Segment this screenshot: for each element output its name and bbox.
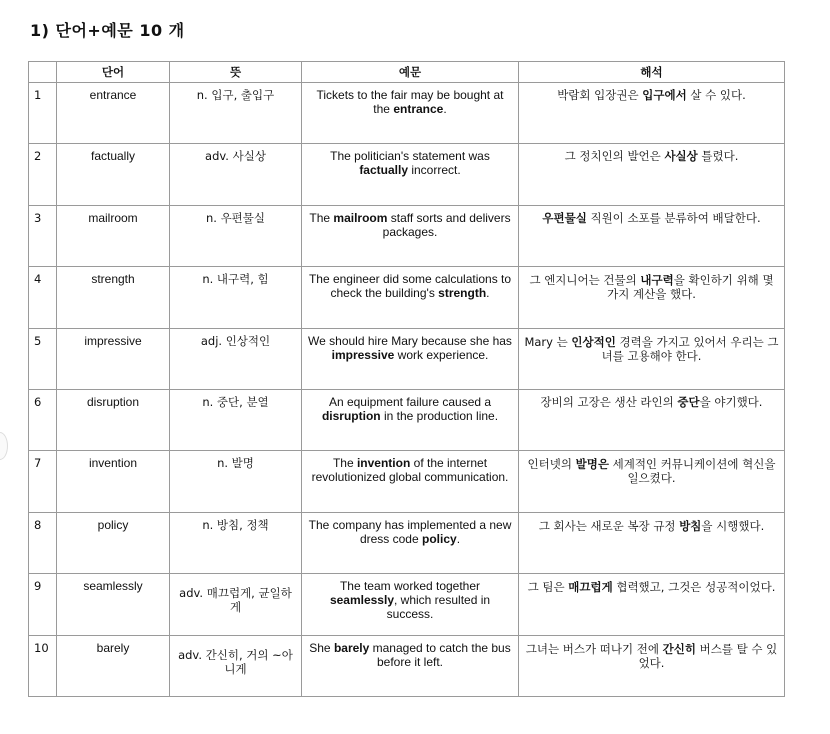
translation-highlight: 방침: [679, 518, 702, 533]
table-row: [29, 512, 785, 573]
row-translation: [519, 83, 785, 144]
example-highlight: factually: [359, 163, 408, 178]
translation-text: Mary 는: [524, 334, 572, 349]
example-text: Tickets to the fair may be bought at the: [316, 88, 504, 116]
translation-highlight: 발명은: [575, 457, 609, 472]
example-text: of the internet revolutionized global communication.: [311, 456, 509, 485]
table-row: [29, 635, 785, 696]
row-word: mailroom: [57, 205, 170, 266]
example-text: in the production line.: [380, 408, 499, 423]
row-number: 4: [29, 267, 57, 328]
table-row: [29, 144, 785, 205]
example-text: The: [309, 210, 334, 225]
translation-highlight: 사실상: [664, 149, 698, 164]
row-translation: [519, 451, 785, 512]
row-meaning: adj. 인상적인: [170, 328, 302, 389]
row-number: 3: [29, 205, 57, 266]
row-translation: [519, 574, 785, 635]
row-meaning: n. 발명: [170, 451, 302, 512]
table-row: [29, 574, 785, 635]
translation-text: 인터넷의: [527, 457, 576, 472]
row-number: 8: [29, 512, 57, 573]
example-text: .: [456, 531, 461, 546]
table-row: [29, 205, 785, 266]
row-example: [302, 267, 519, 328]
table-row: [29, 83, 785, 144]
row-translation: [519, 144, 785, 205]
row-meaning: n. 내구력, 힘: [170, 267, 302, 328]
row-number: 1: [29, 83, 57, 144]
translation-text: 버스를 탈 수 있었다.: [638, 641, 778, 670]
row-word: disruption: [57, 389, 170, 450]
row-example: [302, 512, 519, 573]
row-word: impressive: [57, 328, 170, 389]
table-row: [29, 267, 785, 328]
row-example: [302, 83, 519, 144]
row-word: invention: [57, 451, 170, 512]
row-word: barely: [57, 635, 170, 696]
page-title: 1) 단어+예문 10 개: [30, 21, 185, 40]
example-text: work experience.: [394, 347, 489, 362]
row-translation: [519, 389, 785, 450]
example-highlight: entrance: [393, 102, 444, 116]
row-example: [302, 328, 519, 389]
row-translation: [519, 205, 785, 266]
scroll-edge-handle: [0, 432, 8, 460]
translation-highlight: 매끄럽게: [568, 580, 613, 595]
translation-text: 박람회 입장권은: [557, 88, 643, 102]
row-meaning: n. 입구, 출입구: [170, 83, 302, 144]
row-meaning: n. 방침, 정책: [170, 512, 302, 573]
header-meaning: 뜻: [170, 62, 302, 83]
example-text: The: [332, 456, 357, 471]
row-example: [302, 389, 519, 450]
translation-highlight: 내구력: [640, 273, 674, 288]
translation-text: 그 정치인의 발언은: [564, 149, 665, 164]
example-highlight: barely: [333, 640, 370, 655]
example-highlight: invention: [356, 456, 411, 471]
example-text: We should hire Mary because she has: [308, 333, 512, 348]
row-meaning: n. 우편물실: [170, 205, 302, 266]
example-text: The team worked together: [339, 579, 481, 594]
row-example: [302, 635, 519, 696]
example-highlight: disruption: [321, 408, 381, 423]
translation-text: 을 확인하기 위해 몇 가지 계산을 했다.: [607, 273, 774, 302]
row-word: factually: [57, 144, 170, 205]
table-header-row: [29, 62, 785, 83]
example-highlight: policy: [422, 531, 457, 546]
example-text: staff sorts and delivers packages.: [382, 210, 511, 239]
translation-highlight: 인상적인: [571, 334, 616, 349]
row-word: seamlessly: [57, 574, 170, 635]
vocab-table: [28, 61, 785, 697]
row-word: policy: [57, 512, 170, 573]
table-row: [29, 389, 785, 450]
translation-text: 경력을 가지고 있어서 우리는 그녀를 고용해야 한다.: [601, 334, 779, 363]
row-word: strength: [57, 267, 170, 328]
row-number: 7: [29, 451, 57, 512]
translation-text: 세계적인 커뮤니케이션에 혁신을 일으켰다.: [608, 457, 776, 486]
row-example: [302, 205, 519, 266]
example-text: She: [309, 640, 334, 655]
translation-text: 직원이 소포를 분류하여 배달한다.: [586, 210, 761, 225]
row-translation: [519, 267, 785, 328]
translation-text: 을 야기했다.: [699, 394, 763, 409]
example-highlight: seamlessly: [329, 593, 394, 608]
row-number: 2: [29, 144, 57, 205]
translation-text: 장비의 고장은 생산 라인의: [540, 394, 678, 409]
row-word: entrance: [57, 83, 170, 144]
example-text: The company has implemented a new dress code: [308, 517, 512, 546]
example-text: managed to catch the bus before it left.: [369, 640, 511, 669]
header-translation: 해석: [519, 62, 785, 83]
translation-highlight: 간신히: [662, 641, 696, 656]
row-meaning: n. 중단, 분열: [170, 389, 302, 450]
row-number: 9: [29, 574, 57, 635]
example-text: The engineer did some calculations to check the building's: [308, 272, 512, 301]
example-text: , which resulted in success.: [386, 593, 491, 622]
row-translation: [519, 635, 785, 696]
row-number: 6: [29, 389, 57, 450]
example-highlight: mailroom: [333, 210, 388, 225]
translation-text: 을 시행했다.: [701, 518, 765, 533]
translation-text: 협력했고, 그것은 성공적이었다.: [612, 580, 776, 595]
translation-text: 살 수 있다.: [686, 88, 746, 102]
row-example: [302, 144, 519, 205]
example-text: The politician's statement was: [330, 149, 490, 164]
header-num: [29, 62, 57, 83]
example-highlight: impressive: [331, 347, 395, 362]
translation-highlight: 우편물실: [542, 210, 587, 225]
row-example: [302, 451, 519, 512]
row-meaning: adv. 매끄럽게, 균일하게: [170, 574, 302, 635]
translation-text: 그 팀은: [527, 580, 569, 595]
example-text: .: [486, 286, 490, 301]
translation-text: 그녀는 버스가 떠나기 전에: [525, 641, 663, 656]
table-row: [29, 451, 785, 512]
translation-highlight: 중단: [677, 394, 700, 409]
row-meaning: adv. 사실상: [170, 144, 302, 205]
translation-text: 그 회사는 새로운 복장 규정: [538, 518, 680, 533]
example-text: incorrect.: [408, 163, 461, 178]
example-text: .: [443, 102, 447, 116]
row-meaning: adv. 간신히, 거의 ~아니게: [170, 635, 302, 696]
row-translation: [519, 328, 785, 389]
example-highlight: strength: [438, 286, 487, 301]
header-word: 단어: [57, 62, 170, 83]
translation-text: 그 엔지니어는 건물의: [529, 273, 641, 288]
example-text: An equipment failure caused a: [328, 394, 492, 409]
row-number: 5: [29, 328, 57, 389]
translation-highlight: 입구에서: [642, 88, 687, 102]
table-row: [29, 328, 785, 389]
row-number: 10: [29, 635, 57, 696]
row-translation: [519, 512, 785, 573]
header-example: 예문: [302, 62, 519, 83]
row-example: [302, 574, 519, 635]
translation-text: 틀렸다.: [697, 149, 739, 164]
